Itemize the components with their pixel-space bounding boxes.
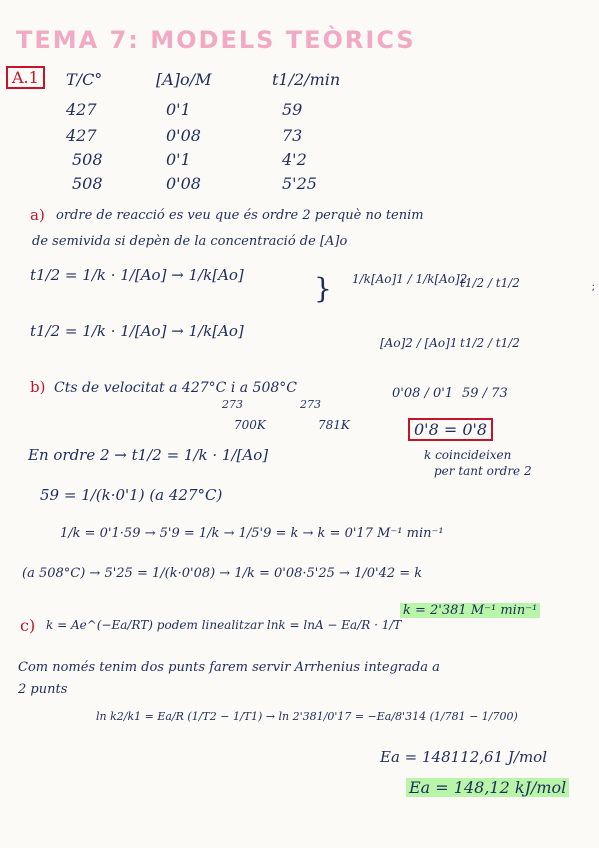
ratio-lhs: 1/k[Ao]1 / 1/k[Ao]2 [352,272,468,286]
table-cell: 0'08 [166,126,201,145]
part-a-label: a) [30,206,45,224]
table-cell: 4'2 [282,150,307,169]
curly-brace: } [314,272,332,305]
part-a-text-line2: de semivida si depèn de la concentració de [A]o [32,234,348,249]
k-equation-508: (a 508°C) → 5'25 = 1/(k·0'08) → 1/k = 0'08·5'25 → 1/0'42 = k [22,566,423,581]
conclusion-line2: per tant ordre 2 [434,464,532,478]
part-b-label: b) [30,378,46,396]
result-box: 0'8 = 0'8 [408,418,493,441]
ea-kilojoules: Ea = 148,12 kJ/mol [406,778,569,797]
k-508-result: k = 2'381 M⁻¹ min⁻¹ [400,603,540,618]
table-cell: 5'25 [282,174,317,193]
half-life-equation: t1/2 = 1/k · 1/[Ao] → 1/k[Ao] [30,322,244,340]
ea-joules: Ea = 148112,61 J/mol [380,748,547,766]
table-cell: 59 [282,100,303,119]
k-solution-427: 1/k = 0'1·59 → 5'9 = 1/k → 1/5'9 = k → k = 0'17 M⁻¹ min⁻¹ [60,526,444,541]
ratio-rhs: 59 / 73 [462,386,508,401]
arrhenius-two-point: ln k2/k1 = Ea/R (1/T2 − 1/T1) → ln 2'381/0'17 = −Ea/8'314 (1/781 − 1/700) [96,710,518,723]
table-cell: 508 [72,174,103,193]
ratio-lhs: 0'08 / 0'1 [392,386,454,401]
table-cell: 0'08 [166,174,201,193]
margin-mark: ; [591,282,595,293]
part-c-text-line1: Com només tenim dos punts farem servir Arrhenius integrada a [18,660,440,675]
temp-kelvin-781: 781K [318,418,350,432]
conclusion-line1: k coincideixen [424,448,512,462]
temp-kelvin-700: 700K [234,418,266,432]
half-life-equation: t1/2 = 1/k · 1/[Ao] → 1/k[Ao] [30,266,244,284]
temp-offset-427: 273 [222,398,243,411]
ratio-rhs: t1/2 / t1/2 [460,336,520,350]
order-2-equation: En ordre 2 → t1/2 = 1/k · 1/[Ao] [28,446,269,464]
part-c-label: c) [20,616,36,635]
table-cell: 0'1 [166,150,191,169]
arrhenius-linearized: k = Ae^(−Ea/RT) podem linealitzar lnk = lnA − Ea/R · 1/T [46,618,402,632]
k-equation-427: 59 = 1/(k·0'1) (a 427°C) [40,486,223,504]
exercise-label: A.1 [6,66,45,89]
part-c-text-line2: 2 punts [18,682,68,697]
table-cell: 427 [66,126,97,145]
table-cell: 508 [72,150,103,169]
page-title: TEMA 7: MODELS TEÒRICS [16,26,416,54]
temp-offset-508: 273 [300,398,321,411]
ratio-lhs: [Ao]2 / [Ao]1 [380,336,458,350]
table-header: [A]o/M [156,70,212,89]
table-header: t1/2/min [272,70,341,89]
table-cell: 73 [282,126,303,145]
part-a-text-line1: ordre de reacció es veu que és ordre 2 perquè no tenim [56,208,424,223]
ratio-rhs: t1/2 / t1/2 [460,276,520,290]
table-cell: 0'1 [166,100,191,119]
part-b-text: Cts de velocitat a 427°C i a 508°C [54,380,297,396]
table-cell: 427 [66,100,97,119]
table-header: T/C° [66,70,103,89]
